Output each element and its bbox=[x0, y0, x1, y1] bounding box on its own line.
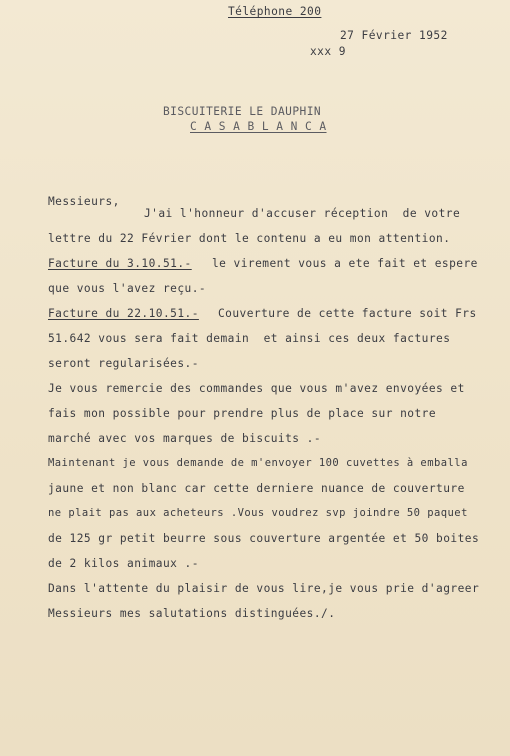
recipient-name: BISCUITERIE LE DAUPHIN bbox=[163, 105, 322, 118]
letter-line: 51.642 vous sera fait demain et ainsi ces deux factures bbox=[48, 332, 451, 345]
letter-line: Je vous remercie des commandes que vous m'avez envoyées et bbox=[48, 382, 465, 395]
letter-line: de 125 gr petit beurre sous couverture argentée et 50 boites bbox=[48, 532, 480, 545]
invoice-reference: Facture du 22.10.51.- bbox=[48, 307, 199, 320]
letter-line: lettre du 22 Février dont le contenu a eu mon attention. bbox=[48, 232, 451, 245]
letter-line: fais mon possible pour prendre plus de place sur notre bbox=[48, 407, 437, 420]
letter-line: que vous l'avez reçu.- bbox=[48, 282, 207, 295]
phone-header: Téléphone 200 bbox=[228, 5, 322, 18]
letter-line: ne plait pas aux acheteurs .Vous voudrez svp joindre 50 paquet bbox=[48, 507, 468, 519]
letter-line: de 2 kilos animaux .- bbox=[48, 557, 199, 570]
letter-line: le virement vous a ete fait et espere bbox=[212, 257, 478, 270]
closing-line: Messieurs mes salutations distinguées./. bbox=[48, 607, 336, 620]
letter-line: J'ai l'honneur d'accuser réception de votre bbox=[144, 207, 461, 220]
recipient-city: C A S A B L A N C A bbox=[190, 120, 327, 133]
letter-line: Dans l'attente du plaisir de vous lire,je vous prie d'agreer bbox=[48, 582, 480, 595]
letter-line: Couverture de cette facture soit Frs bbox=[218, 307, 477, 320]
letter-line: seront regularisées.- bbox=[48, 357, 199, 370]
invoice-reference: Facture du 3.10.51.- bbox=[48, 257, 192, 270]
salutation: Messieurs, bbox=[48, 195, 120, 208]
letter-date: 27 Février 1952 bbox=[340, 29, 448, 42]
letter-line: jaune et non blanc car cette derniere nuance de couverture bbox=[48, 482, 465, 495]
reference-code: xxx 9 bbox=[310, 45, 346, 58]
letter-line: Maintenant je vous demande de m'envoyer 100 cuvettes à emballa bbox=[48, 457, 468, 469]
letter-line: marché avec vos marques de biscuits .- bbox=[48, 432, 322, 445]
